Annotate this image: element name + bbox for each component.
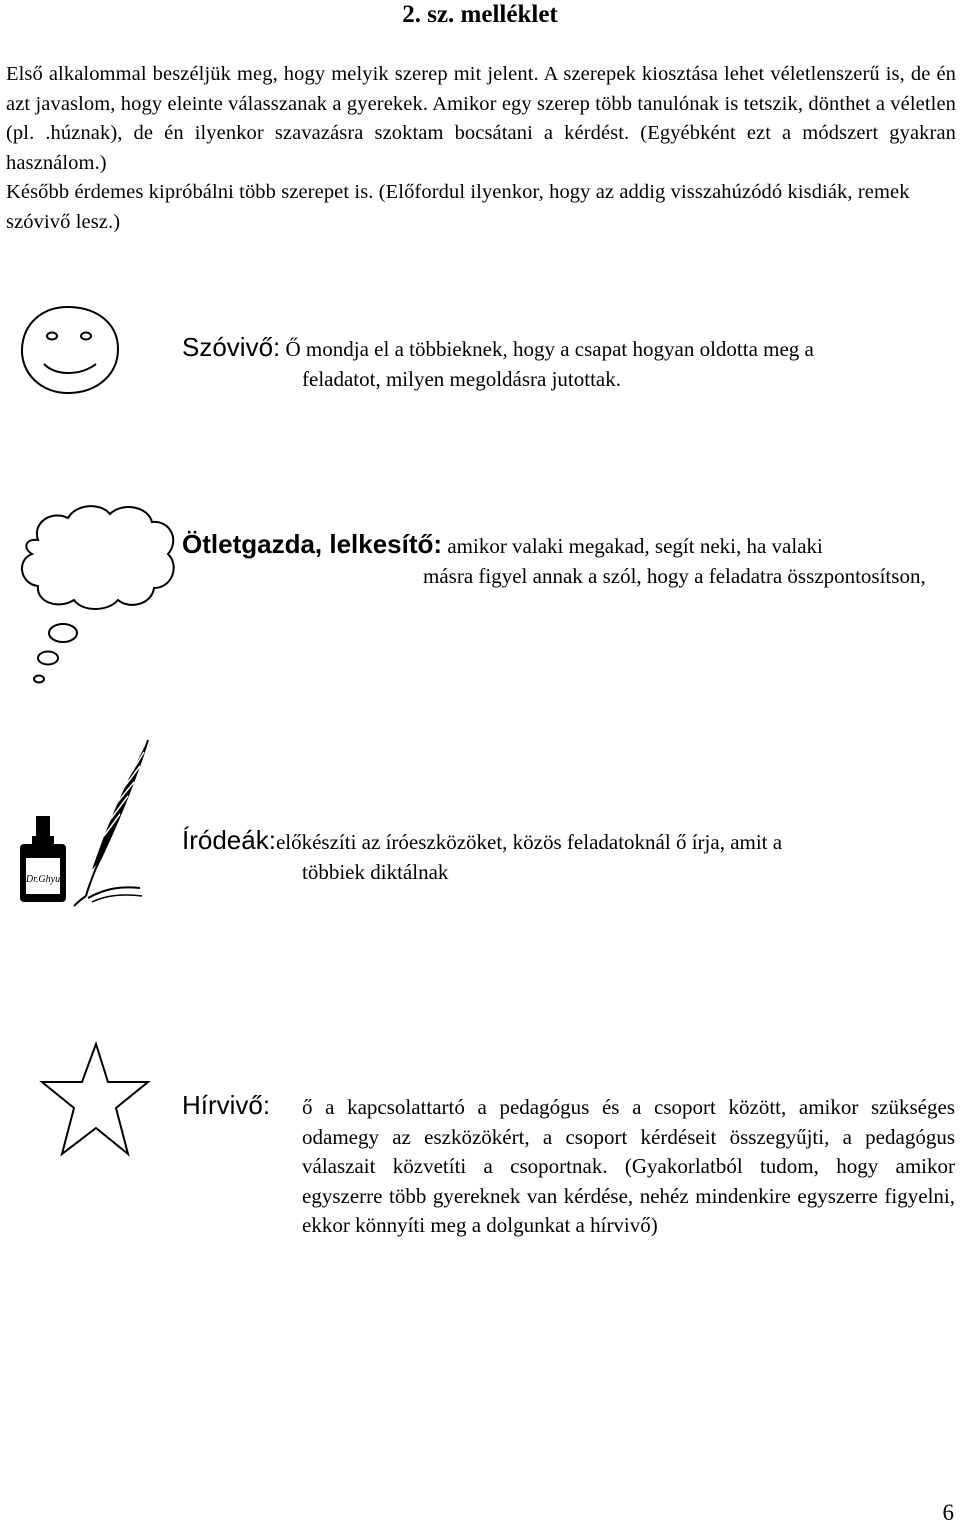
- role-szovivo: [182, 333, 942, 394]
- intro-paragraph: Első alkalommal beszéljük meg, hogy melyik szerep mit jelent. A szerepek kiosztása lehet véletlenszerű is, de én azt javaslom, hogy eleinte válasszanak a gyerekek. Amikor egy szerep több tanulónak is tetszik, dönthet a véletlen (pl. .húznak), de én ilyenkor szavazásra szoktam bocsátani a kérdést. (Egyébként ezt a módszert gyakran használom.): [6, 63, 956, 174]
- page-number: 6: [942, 1500, 954, 1525]
- star-icon: [40, 1042, 150, 1158]
- smiley-face-icon: [20, 304, 120, 396]
- role-name-otletgazda: Ötletgazda, lelkesítő:: [182, 529, 443, 559]
- role-text-otletgazda-rest: másra figyel annak a szól, hogy a feladatra összpontosítson,: [423, 563, 926, 588]
- role-text-irodeak-rest: többiek diktálnak: [302, 859, 449, 884]
- role-text-szovivo-rest: feladatot, milyen megoldásra jutottak.: [302, 366, 621, 391]
- ink-bottle-quill-icon: [16, 738, 156, 908]
- role-text-otletgazda-first: amikor valaki megakad, segít neki, ha valaki: [447, 534, 823, 558]
- role-name-szovivo: Szóvivő:: [182, 332, 281, 362]
- thought-cloud-icon: [18, 500, 178, 690]
- role-text-szovivo-first: Ő mondja el a többieknek, hogy a csapat hogyan oldotta meg a: [285, 337, 814, 361]
- role-name-hirvivo: Hírvivő:: [182, 1090, 271, 1120]
- intro-paragraph-2: Később érdemes kipróbálni több szerepet is. (Előfordul ilyenkor, hogy az addig visszahúzódó kisdiák, remek szóvivő lesz.): [6, 181, 910, 233]
- role-irodeak: [182, 826, 955, 887]
- role-text-hirvivo: ő a kapcsolattartó a pedagógus és a csoport között, amikor szükséges odamegy az eszközökért, a csoport kérdéseit összegyűjti, a pedagógus válaszait közvetíti a csoportnak. (Gyakorlatból tudom, hogy amikor egyszerre több gyereknek van kérdése, nehéz mindenkire egyszerre figyelni, ekkor könnyíti meg a dolgunkat a hírvivő): [302, 1095, 955, 1237]
- role-hirvivo: [182, 1091, 955, 1241]
- page-title: 2. sz. melléklet: [402, 1, 558, 28]
- role-text-irodeak-first: előkészíti az íróeszközöket, közös feladatoknál ő írja, amit a: [275, 830, 783, 854]
- role-otletgazda: [182, 530, 955, 591]
- intro-text: [6, 60, 956, 238]
- bottle-label: Dr.Ghyu: [25, 874, 61, 885]
- role-name-irodeak: Íródeák:: [182, 825, 276, 855]
